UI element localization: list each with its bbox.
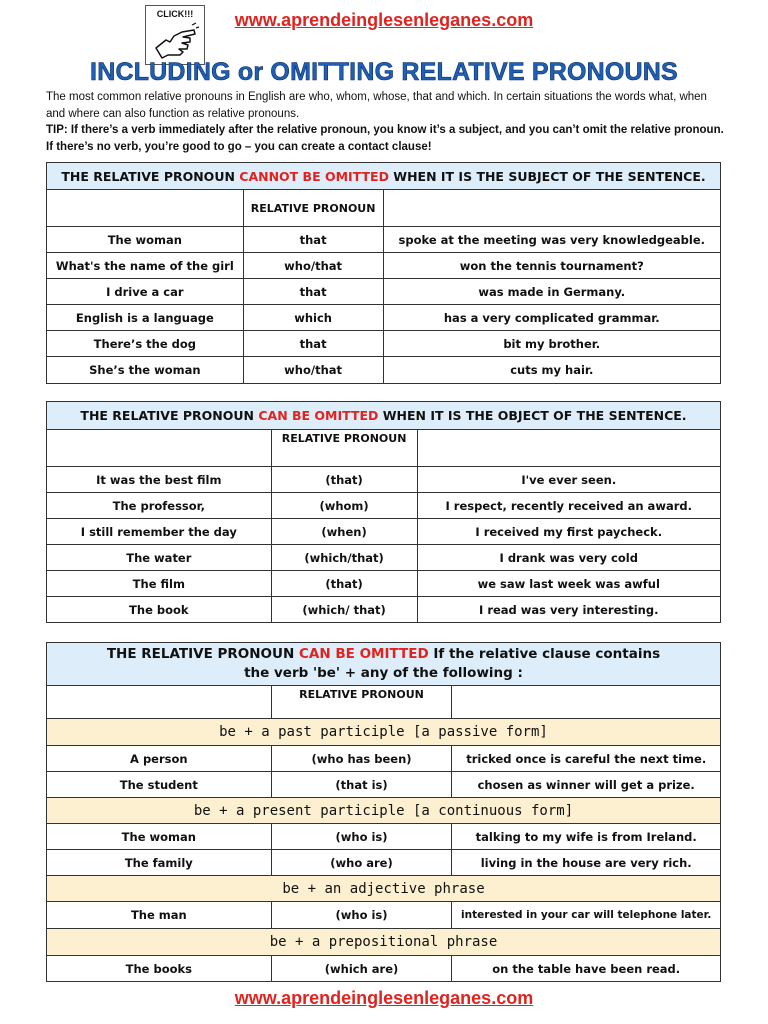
clause-cell: we saw last week was awful — [417, 571, 721, 597]
pronoun-cell: (which/ that) — [271, 597, 417, 623]
tip-text: TIP: If there’s a verb immediately after the relative pronoun, you know it’s a subject, and you can’t omit the relative pronoun. If there’s no verb, you’re good to go – you can create a contact clause! — [46, 124, 724, 153]
be-verb-table — [46, 642, 721, 982]
pronoun-cell: (whom) — [271, 493, 417, 519]
clause-cell: won the tennis tournament? — [383, 253, 720, 279]
relative-pronoun-header: RELATIVE PRONOUN — [271, 430, 417, 467]
pronoun-cell: (that is) — [271, 772, 452, 798]
header-cell — [47, 686, 272, 719]
header-cell — [452, 686, 721, 719]
group-label: be + a prepositional phrase — [47, 929, 721, 956]
pronoun-cell: who/that — [243, 253, 383, 279]
title-highlight: CANNOT BE OMITTED — [239, 168, 389, 184]
title-post: WHEN IT IS THE SUBJECT OF THE SENTENCE. — [388, 168, 706, 184]
group-label: be + an adjective phrase — [47, 876, 721, 902]
antecedent-cell: The family — [47, 850, 272, 876]
pronoun-cell: (which/that) — [271, 545, 417, 571]
antecedent-cell: A person — [47, 746, 272, 772]
clause-cell: tricked once is careful the next time. — [452, 746, 721, 772]
antecedent-cell: The woman — [47, 227, 244, 253]
clause-cell: interested in your car will telephone later. — [452, 902, 721, 929]
website-link-bottom[interactable]: www.aprendeinglesenleganes.com — [234, 988, 534, 1008]
clause-cell: I've ever seen. — [417, 467, 721, 493]
pronoun-cell: (who are) — [271, 850, 452, 876]
header-cell — [47, 190, 244, 227]
antecedent-cell: The books — [47, 956, 272, 982]
antecedent-cell: The film — [47, 571, 272, 597]
antecedent-cell: She’s the woman — [47, 357, 244, 384]
clause-cell: cuts my hair. — [383, 357, 720, 384]
intro-paragraph — [46, 89, 726, 155]
click-label: CLICK!!! — [156, 9, 194, 19]
antecedent-cell: The student — [47, 772, 272, 798]
pronoun-cell: (when) — [271, 519, 417, 545]
website-link-top[interactable]: www.aprendeinglesenleganes.com — [234, 10, 534, 30]
clause-cell: chosen as winner will get a prize. — [452, 772, 721, 798]
group-label: be + a past participle [a passive form] — [47, 719, 721, 746]
pronoun-cell: (that) — [271, 571, 417, 597]
title-post: If the relative clause contains — [428, 646, 661, 662]
page-title: INCLUDING or OMITTING RELATIVE PRONOUNS — [90, 58, 678, 86]
antecedent-cell: I still remember the day — [47, 519, 272, 545]
title-highlight: CAN BE OMITTED — [299, 646, 429, 662]
relative-pronoun-header: RELATIVE PRONOUN — [271, 686, 452, 719]
clause-cell: talking to my wife is from Ireland. — [452, 824, 721, 850]
clause-cell: I read was very interesting. — [417, 597, 721, 623]
title-post: WHEN IT IS THE OBJECT OF THE SENTENCE. — [378, 408, 687, 423]
antecedent-cell: English is a language — [47, 305, 244, 331]
pronoun-cell: (that) — [271, 467, 417, 493]
clause-cell: was made in Germany. — [383, 279, 720, 305]
table-title — [47, 402, 721, 430]
pronoun-cell: that — [243, 227, 383, 253]
pronoun-cell: (which are) — [271, 956, 452, 982]
antecedent-cell: The water — [47, 545, 272, 571]
clause-cell: I received my first paycheck. — [417, 519, 721, 545]
clause-cell: on the table have been read. — [452, 956, 721, 982]
title-highlight: CAN BE OMITTED — [258, 408, 379, 423]
header-cell — [417, 430, 721, 467]
pronoun-cell: that — [243, 279, 383, 305]
clause-cell: I drank was very cold — [417, 545, 721, 571]
title-pre: THE RELATIVE PRONOUN — [106, 646, 299, 662]
antecedent-cell: It was the best film — [47, 467, 272, 493]
table-title — [47, 643, 721, 686]
title-pre: THE RELATIVE PRONOUN — [61, 168, 240, 184]
clause-cell: has a very complicated grammar. — [383, 305, 720, 331]
antecedent-cell: The book — [47, 597, 272, 623]
pronoun-cell: (who is) — [271, 902, 452, 929]
antecedent-cell: I drive a car — [47, 279, 244, 305]
clause-cell: I respect, recently received an award. — [417, 493, 721, 519]
pronoun-cell: who/that — [243, 357, 383, 384]
antecedent-cell: The man — [47, 902, 272, 929]
relative-pronoun-header: RELATIVE PRONOUN — [243, 190, 383, 227]
clause-cell: spoke at the meeting was very knowledgeable. — [383, 227, 720, 253]
table-title — [47, 163, 721, 190]
clause-cell: living in the house are very rich. — [452, 850, 721, 876]
intro-text: The most common relative pronouns in English are who, whom, whose, that and which. In certain situations the words what, when and where can also function as relative pronouns. — [46, 91, 707, 120]
clause-cell: bit my brother. — [383, 331, 720, 357]
subject-pronoun-table — [46, 162, 721, 384]
header-cell — [47, 430, 272, 467]
pronoun-cell: that — [243, 331, 383, 357]
group-label: be + a present participle [a continuous form] — [47, 798, 721, 824]
object-pronoun-table — [46, 401, 721, 623]
pronoun-cell: (who has been) — [271, 746, 452, 772]
antecedent-cell: There’s the dog — [47, 331, 244, 357]
antecedent-cell: What's the name of the girl — [47, 253, 244, 279]
antecedent-cell: The woman — [47, 824, 272, 850]
title-line2: the verb 'be' + any of the following : — [244, 665, 523, 681]
header-cell — [383, 190, 720, 227]
pronoun-cell: which — [243, 305, 383, 331]
title-pre: THE RELATIVE PRONOUN — [80, 408, 259, 423]
pronoun-cell: (who is) — [271, 824, 452, 850]
antecedent-cell: The professor, — [47, 493, 272, 519]
